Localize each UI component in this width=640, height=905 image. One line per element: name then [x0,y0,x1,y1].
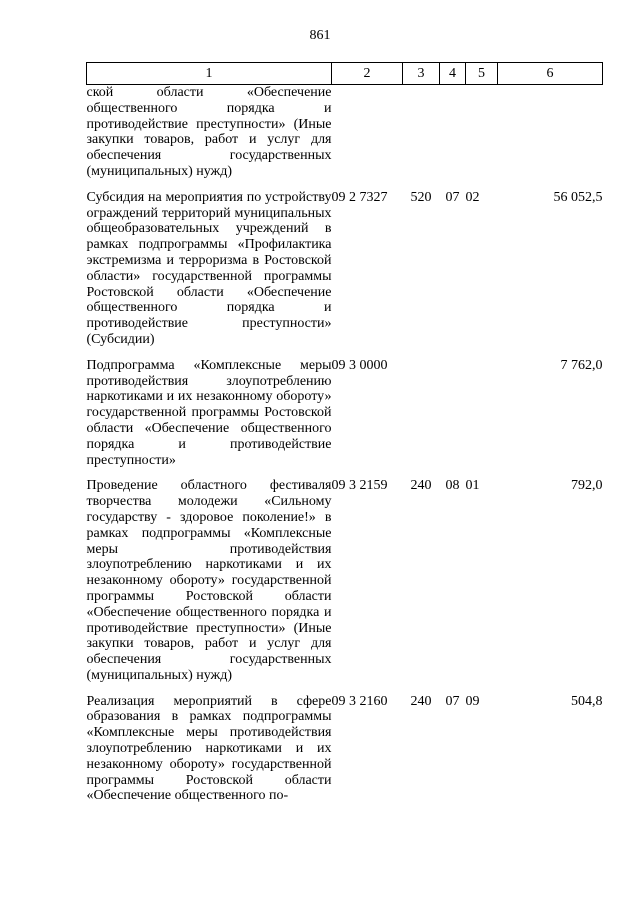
row-pr: 09 [465,693,480,709]
page-number: 861 [309,28,331,43]
header-col-4: 4 [440,63,466,85]
row-vr: 240 [410,693,432,709]
row-sum [498,85,603,180]
row-vr: 240 [410,478,432,494]
row-vr [403,358,440,469]
table-row [87,478,603,683]
row-pr: 02 [465,189,480,205]
row-rz: 07 [445,693,460,709]
row-rz: 08 [445,478,460,494]
row-code: 09 3 0000 [331,357,388,373]
header-col-5: 5 [466,63,498,85]
row-name: ской области «Обеспечение общественного порядка и противодействие преступности» (Иные закупки товаров, работ и услуг для обеспечения государственных (муниципальных) нужд) [86,85,332,179]
row-rz: 07 [445,189,460,205]
row-sum: 7 762,0 [560,357,603,373]
row-code: 09 3 2159 [331,478,388,494]
row-name: Подпрограмма «Комплексные меры противодействия злоупотреблению наркотиками и их незаконному обороту» государственной программы Ростовской области «Обеспечение общественного порядка и противодействие преступности» [86,357,332,468]
table-row [87,694,603,805]
row-name: Субсидия на мероприятия по устройству ограждений территорий муниципальных общеобразовательных учреждений в рамках подпрограммы «Профилактика экстремизма и терроризма в Ростовской области» государственной программы Ростовской области «Обеспечение общественного порядка и противодействие преступности» (Субсидии) [86,189,332,347]
header-col-2: 2 [332,63,403,85]
table-row [87,190,603,348]
row-code [332,85,403,180]
header-col-1: 1 [87,63,332,85]
row-sum: 504,8 [571,693,603,709]
budget-table [86,62,603,804]
table-row [87,85,603,180]
table-row [87,358,603,469]
row-sum: 56 052,5 [553,189,603,205]
row-pr [466,85,498,180]
row-name: Проведение областного фестиваля творчества молодежи «Сильному государству - здоровое поколение!» в рамках подпрограммы «Комплексные меры противодействия злоупотреблению наркотиками и их незаконному обороту» государственной программы Ростовской области «Обеспечение общественного порядка и противодействие преступности» (Иные закупки товаров, работ и услуг для обеспечения государственных (муниципальных) нужд) [86,478,332,683]
row-vr [403,85,440,180]
header-col-3: 3 [403,63,440,85]
row-vr: 520 [410,189,432,205]
row-sum: 792,0 [571,478,603,494]
header-col-6: 6 [498,63,603,85]
row-pr [466,358,498,469]
row-code: 09 3 2160 [331,693,388,709]
row-name: Реализация мероприятий в сфере образования в рамках подпрограммы «Комплексные меры противодействия злоупотреблению наркотиками и их незаконному обороту» государственной программы Ростовской области «Обеспечение общественного по- [86,693,332,804]
row-rz [440,85,466,180]
row-code: 09 2 7327 [331,189,388,205]
row-rz [440,358,466,469]
header-row [87,63,603,85]
row-pr: 01 [465,478,480,494]
